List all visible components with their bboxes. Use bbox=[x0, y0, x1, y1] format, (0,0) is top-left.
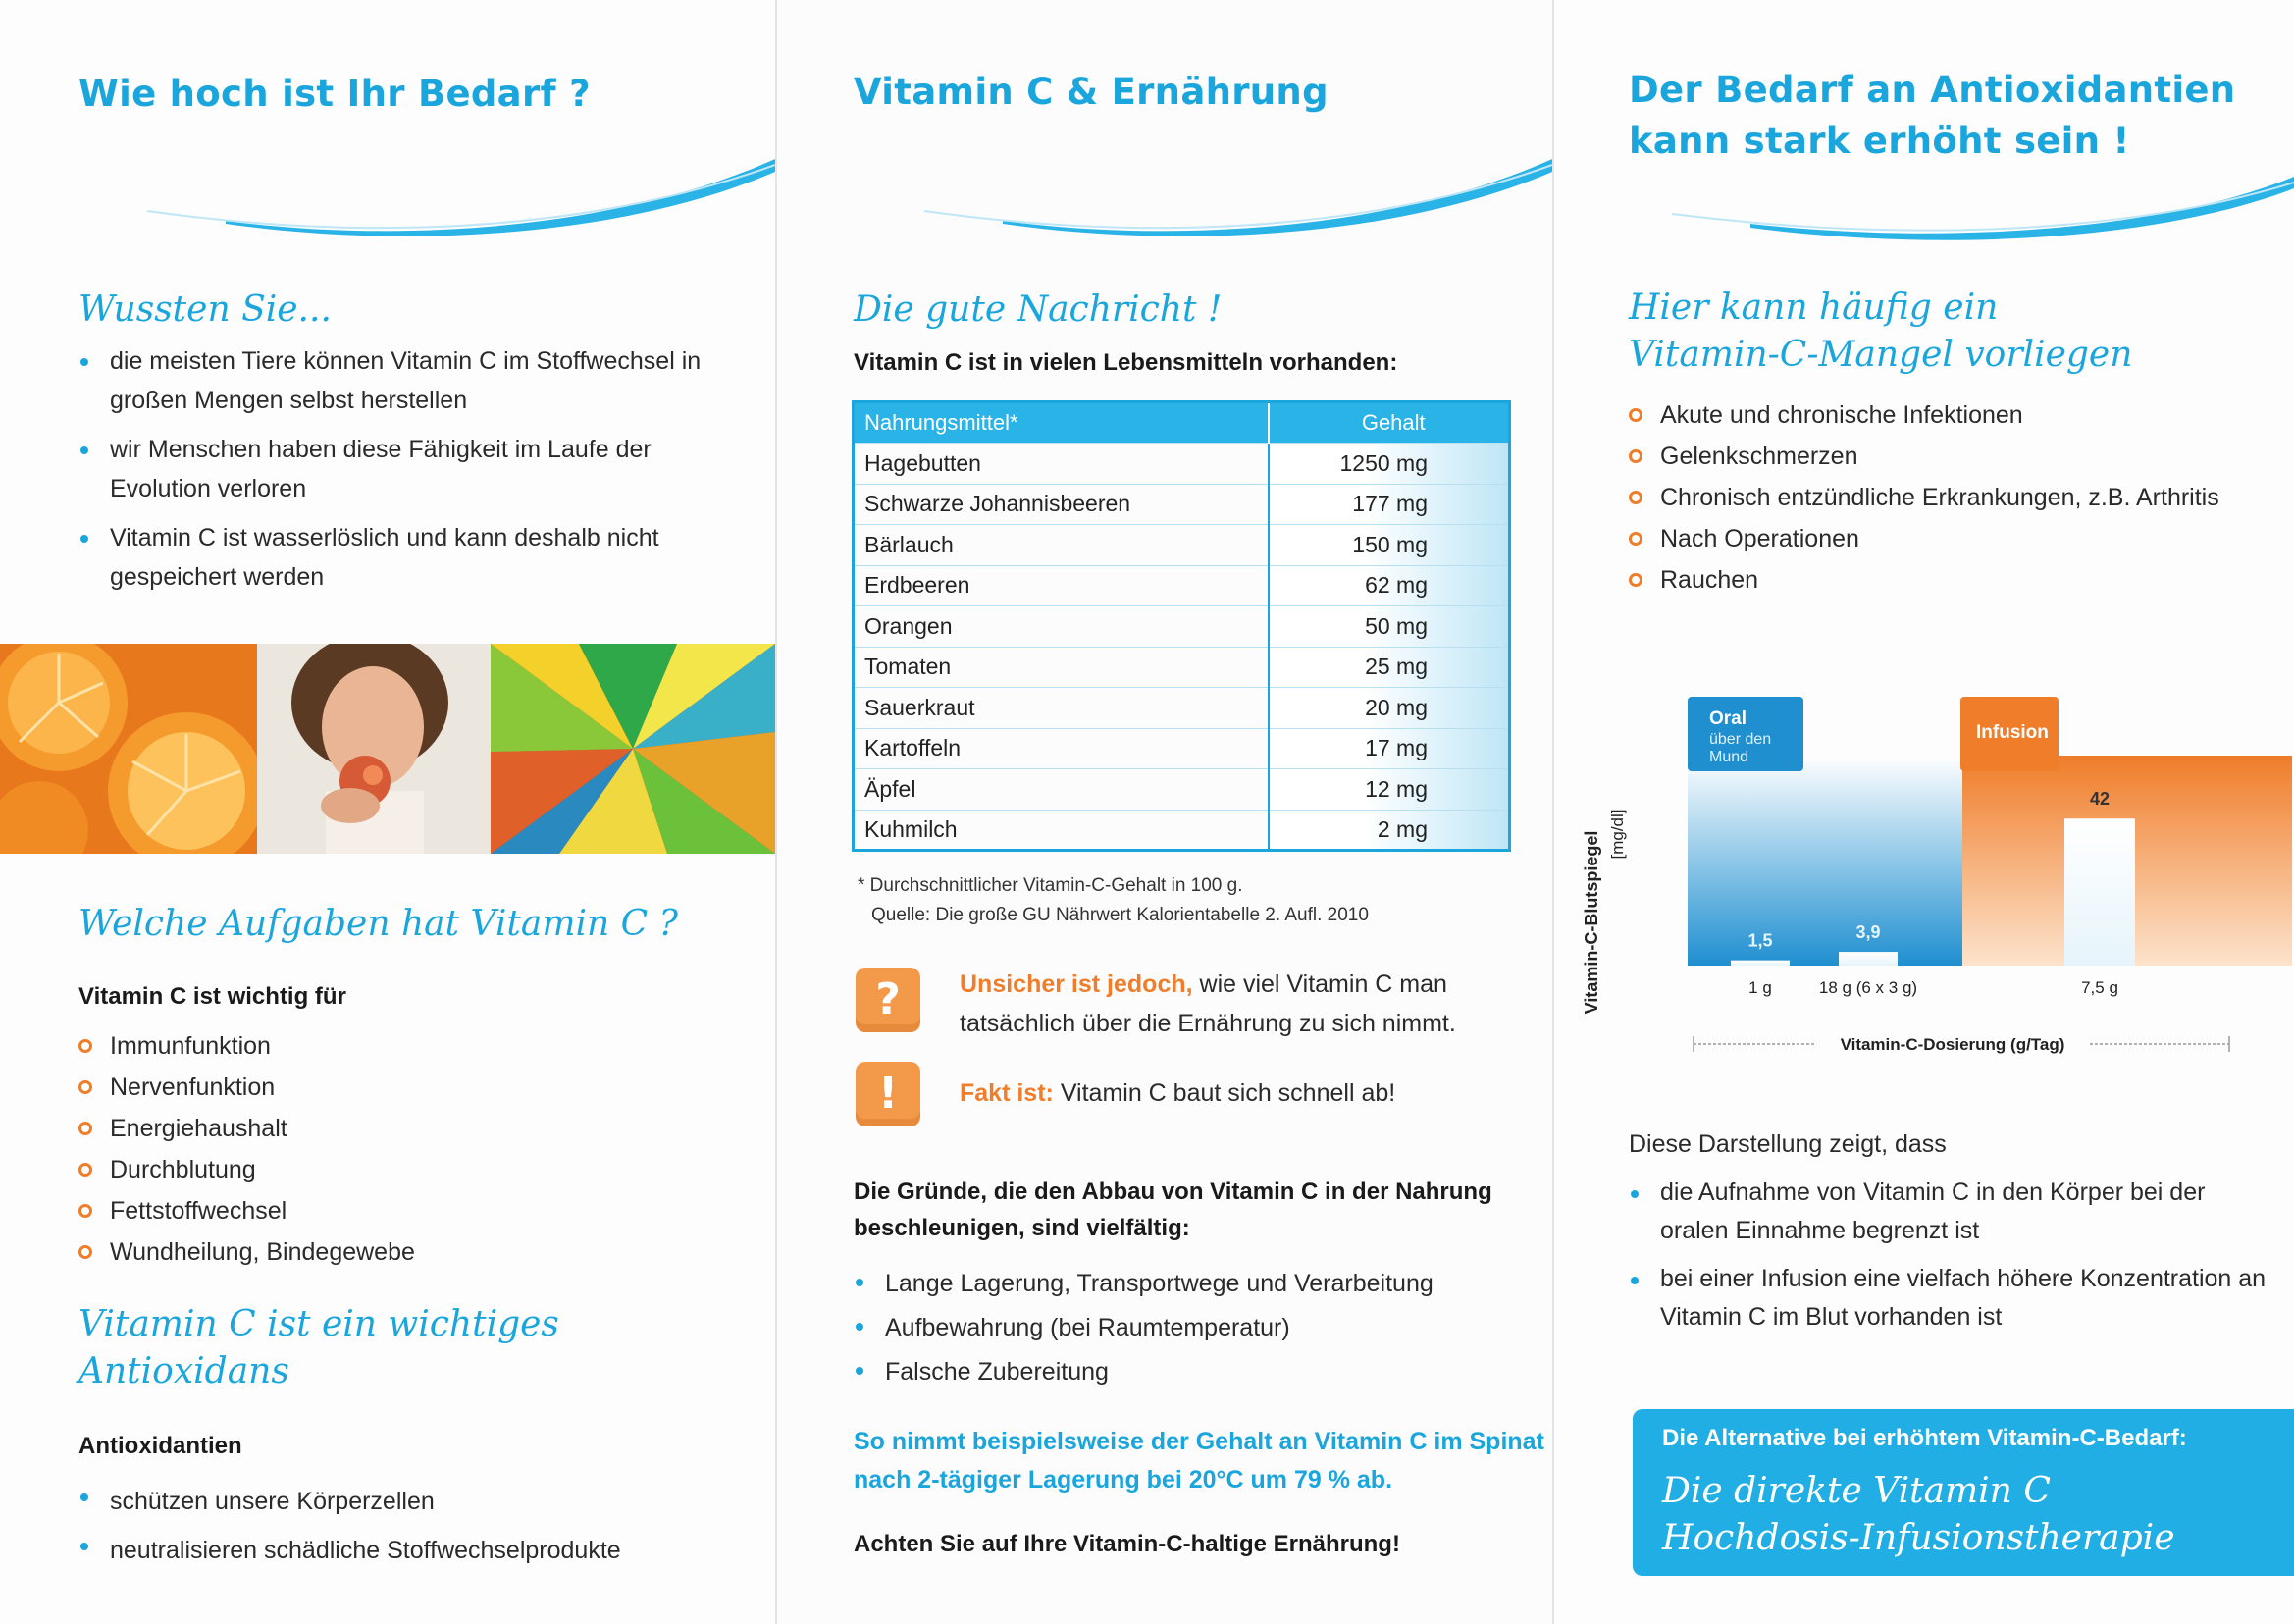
cta-title-line1: Die direkte Vitamin C bbox=[1662, 1471, 2051, 1511]
unsicher-rest: wie viel Vitamin C man bbox=[1199, 970, 1447, 998]
food-name: Tomaten bbox=[854, 647, 1269, 688]
table-row bbox=[854, 484, 1510, 525]
question-icon: ? bbox=[856, 968, 920, 1032]
chart-bar bbox=[1839, 952, 1898, 966]
food-name: Äpfel bbox=[854, 769, 1269, 811]
photo-strip bbox=[0, 644, 775, 854]
woman-photo bbox=[257, 644, 491, 854]
food-value: 2 mg bbox=[1269, 810, 1510, 851]
wave-decoration bbox=[0, 0, 775, 255]
cta-title bbox=[1662, 1468, 2175, 1562]
antiox-list bbox=[78, 1477, 716, 1575]
food-name: Orangen bbox=[854, 606, 1269, 648]
list-item: Akute und chronische Infektionen bbox=[1629, 394, 2276, 436]
food-value: 17 mg bbox=[1269, 728, 1510, 769]
list-item: Nach Operationen bbox=[1629, 518, 2276, 559]
oral-title: Oral bbox=[1709, 708, 1747, 729]
unsicher-line2: tatsächlich über die Ernährung zu sich nimmt. bbox=[960, 1010, 1456, 1037]
food-name: Erdbeeren bbox=[854, 565, 1269, 606]
x-tick-label: 1 g bbox=[1748, 978, 1772, 997]
infusion-title: Infusion bbox=[1976, 722, 2049, 743]
title-line1: Der Bedarf an Antioxidantien bbox=[1629, 69, 2236, 111]
page-title: Wie hoch ist Ihr Bedarf ? bbox=[78, 73, 591, 115]
unsicher-highlight: Unsicher ist jedoch, bbox=[960, 970, 1193, 998]
mangel-line2: Vitamin-C-Mangel vorliegen bbox=[1629, 335, 2133, 375]
food-name: Sauerkraut bbox=[854, 688, 1269, 729]
list-item: Durchblutung bbox=[78, 1149, 716, 1190]
list-item: die meisten Tiere können Vitamin C im Stoffwechsel in großen Mengen selbst herstellen bbox=[78, 341, 716, 420]
table-row bbox=[854, 525, 1510, 566]
mangel-heading bbox=[1629, 285, 2132, 379]
list-item: Lange Lagerung, Transportwege und Verarbeitung bbox=[854, 1262, 1521, 1306]
food-value: 62 mg bbox=[1269, 565, 1510, 606]
bar-value-label: 42 bbox=[2089, 789, 2111, 810]
list-item: bei einer Infusion eine vielfach höhere Konzentration an Vitamin C im Blut vorhanden ist bbox=[1629, 1260, 2276, 1336]
list-item: neutralisieren schädliche Stoffwechselprodukte bbox=[78, 1526, 716, 1575]
table-row bbox=[854, 647, 1510, 688]
food-name: Kuhmilch bbox=[854, 810, 1269, 851]
crystal-photo bbox=[491, 644, 775, 854]
panel-ernaehrung bbox=[777, 0, 1552, 1624]
fakt-rest: Vitamin C baut sich schnell ab! bbox=[1060, 1079, 1396, 1107]
gruende-list bbox=[854, 1262, 1521, 1394]
food-value: 1250 mg bbox=[1269, 444, 1510, 485]
gruende-text bbox=[854, 1174, 1492, 1246]
col-header-content: Gehalt bbox=[1269, 402, 1510, 444]
list-item: Nervenfunktion bbox=[78, 1067, 716, 1108]
food-value: 50 mg bbox=[1269, 606, 1510, 648]
spinat-line2: nach 2-tägiger Lagerung bei 20°C um 79 % ab. bbox=[854, 1466, 1393, 1493]
oral-subtitle-1: über den bbox=[1709, 731, 1772, 748]
wichtig-label: Vitamin C ist wichtig für bbox=[78, 983, 346, 1010]
mangel-line1: Hier kann häufig ein bbox=[1629, 288, 1999, 328]
list-item: Vitamin C ist wasserlöslich und kann deshalb nicht gespeichert werden bbox=[78, 518, 716, 597]
spinat-text bbox=[854, 1423, 1544, 1499]
bar-value-label: 3,9 bbox=[1855, 922, 1881, 943]
list-item: Immunfunktion bbox=[78, 1025, 716, 1067]
gruende-line1: Die Gründe, die den Abbau von Vitamin C in der Nahrung bbox=[854, 1179, 1492, 1205]
darstellung-list bbox=[1629, 1174, 2276, 1336]
list-item: Wundheilung, Bindegewebe bbox=[78, 1231, 716, 1273]
table-intro: Vitamin C ist in vielen Lebensmitteln vorhanden: bbox=[854, 349, 1398, 376]
food-name: Schwarze Johannisbeeren bbox=[854, 484, 1269, 525]
fakt-text bbox=[960, 1074, 1395, 1113]
list-item: Energiehaushalt bbox=[78, 1108, 716, 1149]
x-tick-label: 7,5 g bbox=[2081, 978, 2118, 997]
wussten-list bbox=[78, 341, 716, 597]
mangel-list bbox=[1629, 394, 2276, 601]
list-item: schützen unsere Körperzellen bbox=[78, 1477, 716, 1526]
col-header-food: Nahrungsmittel* bbox=[854, 402, 1269, 444]
exclamation-icon: ! bbox=[856, 1062, 920, 1126]
food-name: Bärlauch bbox=[854, 525, 1269, 566]
table-row bbox=[854, 606, 1510, 648]
table-row bbox=[854, 810, 1510, 851]
food-value: 12 mg bbox=[1269, 769, 1510, 811]
list-item: Gelenkschmerzen bbox=[1629, 436, 2276, 477]
table-source: Quelle: Die große GU Nährwert Kalorientabelle 2. Aufl. 2010 bbox=[871, 905, 1369, 925]
wichtig-list bbox=[78, 1025, 716, 1273]
bar-value-label: 1,5 bbox=[1747, 930, 1773, 951]
page-title: Vitamin C & Ernährung bbox=[854, 71, 1329, 113]
table-footnote: * Durchschnittlicher Vitamin-C-Gehalt in 100 g. bbox=[858, 875, 1243, 896]
x-axis-label: Vitamin-C-Dosierung (g/Tag) bbox=[1840, 1035, 2065, 1054]
oranges-photo bbox=[0, 644, 257, 854]
list-item: Rauchen bbox=[1629, 559, 2276, 601]
fakt-highlight: Fakt ist: bbox=[960, 1079, 1054, 1107]
good-news-heading: Die gute Nachricht ! bbox=[854, 289, 1223, 330]
vitamin-c-table bbox=[852, 400, 1511, 852]
antiox-heading: Vitamin C ist ein wichtiges Antioxidans bbox=[78, 1304, 559, 1391]
food-value: 20 mg bbox=[1269, 688, 1510, 729]
y-axis-unit: [mg/dl] bbox=[1608, 809, 1627, 860]
chart-bar bbox=[2064, 818, 2135, 966]
gruende-line2: beschleunigen, sind vielfältig: bbox=[854, 1215, 1190, 1241]
cta-intro: Die Alternative bei erhöhtem Vitamin-C-Bedarf: bbox=[1662, 1425, 2187, 1451]
oral-area bbox=[1688, 756, 1962, 966]
cta-title-line2: Hochdosis-Infusionstherapie bbox=[1662, 1518, 2175, 1558]
y-axis-label: Vitamin-C-Blutspiegel bbox=[1582, 830, 1601, 1015]
antiox-label: Antioxidantien bbox=[78, 1433, 242, 1459]
list-item: Fettstoffwechsel bbox=[78, 1190, 716, 1231]
list-item: Aufbewahrung (bei Raumtemperatur) bbox=[854, 1306, 1521, 1350]
panel-antioxidantien bbox=[1554, 0, 2294, 1624]
table-header-row bbox=[854, 402, 1510, 444]
list-item: wir Menschen haben diese Fähigkeit im Laufe der Evolution verloren bbox=[78, 430, 716, 508]
food-value: 150 mg bbox=[1269, 525, 1510, 566]
infusion-cta-box bbox=[1633, 1409, 2294, 1576]
table-row bbox=[854, 688, 1510, 729]
table-row bbox=[854, 769, 1510, 811]
x-tick-label: 18 g (6 x 3 g) bbox=[1818, 978, 1918, 997]
wave-decoration bbox=[777, 0, 1552, 255]
food-name: Kartoffeln bbox=[854, 728, 1269, 769]
panel-bedarf bbox=[0, 0, 775, 1624]
page-title bbox=[1629, 65, 2235, 167]
chart-bar bbox=[1731, 961, 1790, 966]
title-line2: kann stark erhöht sein ! bbox=[1629, 120, 2130, 162]
food-value: 25 mg bbox=[1269, 647, 1510, 688]
table-row bbox=[854, 728, 1510, 769]
list-item: Falsche Zubereitung bbox=[854, 1350, 1521, 1394]
table-row bbox=[854, 444, 1510, 485]
darstellung-text: Diese Darstellung zeigt, dass bbox=[1629, 1130, 1947, 1158]
aufgaben-heading: Welche Aufgaben hat Vitamin C ? bbox=[78, 904, 678, 944]
list-item: die Aufnahme von Vitamin C in den Körper bei der oralen Einnahme begrenzt ist bbox=[1629, 1174, 2276, 1250]
table-row bbox=[854, 565, 1510, 606]
blood-level-chart bbox=[1554, 677, 2294, 1089]
food-value: 177 mg bbox=[1269, 484, 1510, 525]
unsicher-text bbox=[960, 965, 1456, 1043]
wussten-heading: Wussten Sie... bbox=[78, 289, 332, 330]
spinat-line1: So nimmt beispielsweise der Gehalt an Vitamin C im Spinat bbox=[854, 1428, 1544, 1455]
oral-subtitle-2: Mund bbox=[1709, 749, 1749, 765]
food-name: Hagebutten bbox=[854, 444, 1269, 485]
achten-text: Achten Sie auf Ihre Vitamin-C-haltige Ernährung! bbox=[854, 1531, 1400, 1557]
list-item: Chronisch entzündliche Erkrankungen, z.B. Arthritis bbox=[1629, 477, 2276, 518]
